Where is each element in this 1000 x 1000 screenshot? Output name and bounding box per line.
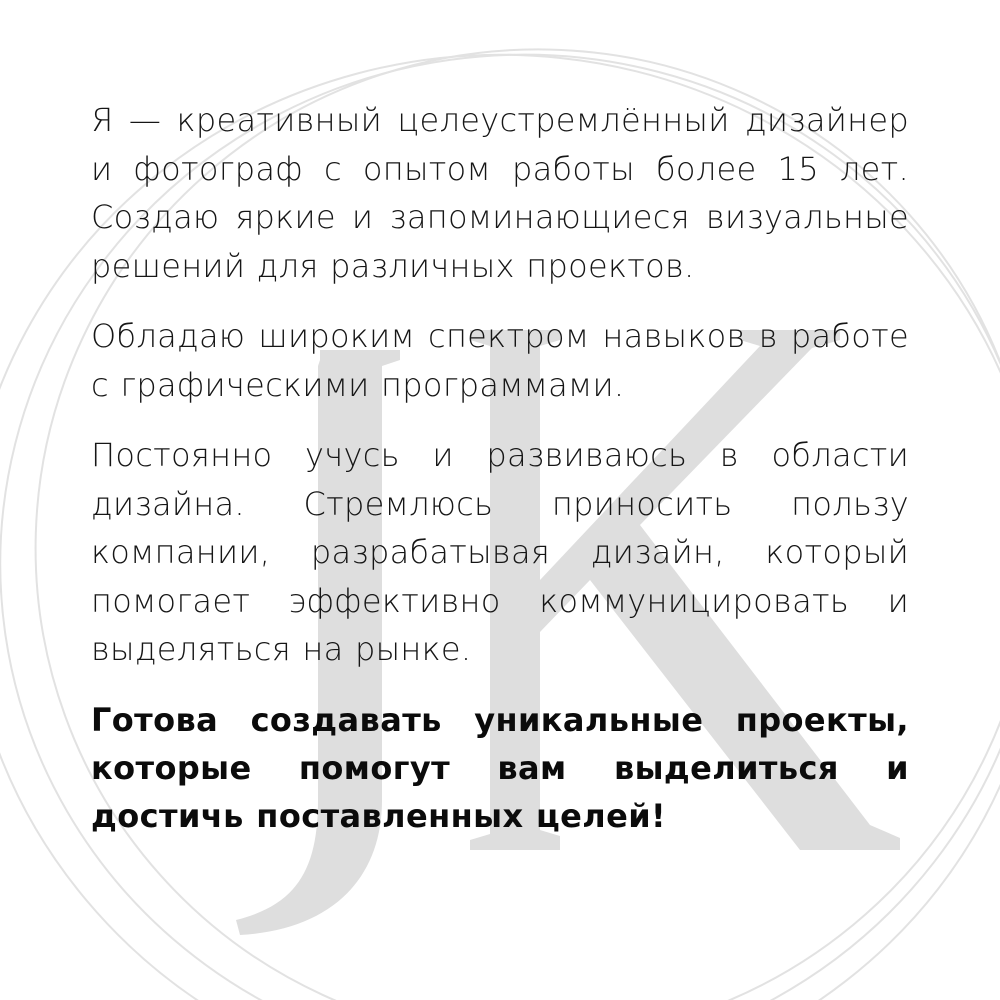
intro-paragraph: Я — креативный целеустремлённый дизайнер и фотограф с опытом работы более 15 лет. Создаю яркие и запоминающиеся визуальные решений для различных проектов. <box>91 101 909 285</box>
closing-statement: Готова создавать уникальные проекты, которые помогут вам выделиться и достичь поставленных целей! <box>91 700 909 835</box>
skills-paragraph: Обладаю широким спектром навыков в работе с графическими программами. <box>91 317 909 404</box>
text-content <box>91 96 909 862</box>
growth-paragraph: Постоянно учусь и развиваюсь в области дизайна. Стремлюсь приносить пользу компании, разрабатывая дизайн, который помогает эффективно коммуницировать и выделяться на рынке. <box>91 436 909 668</box>
